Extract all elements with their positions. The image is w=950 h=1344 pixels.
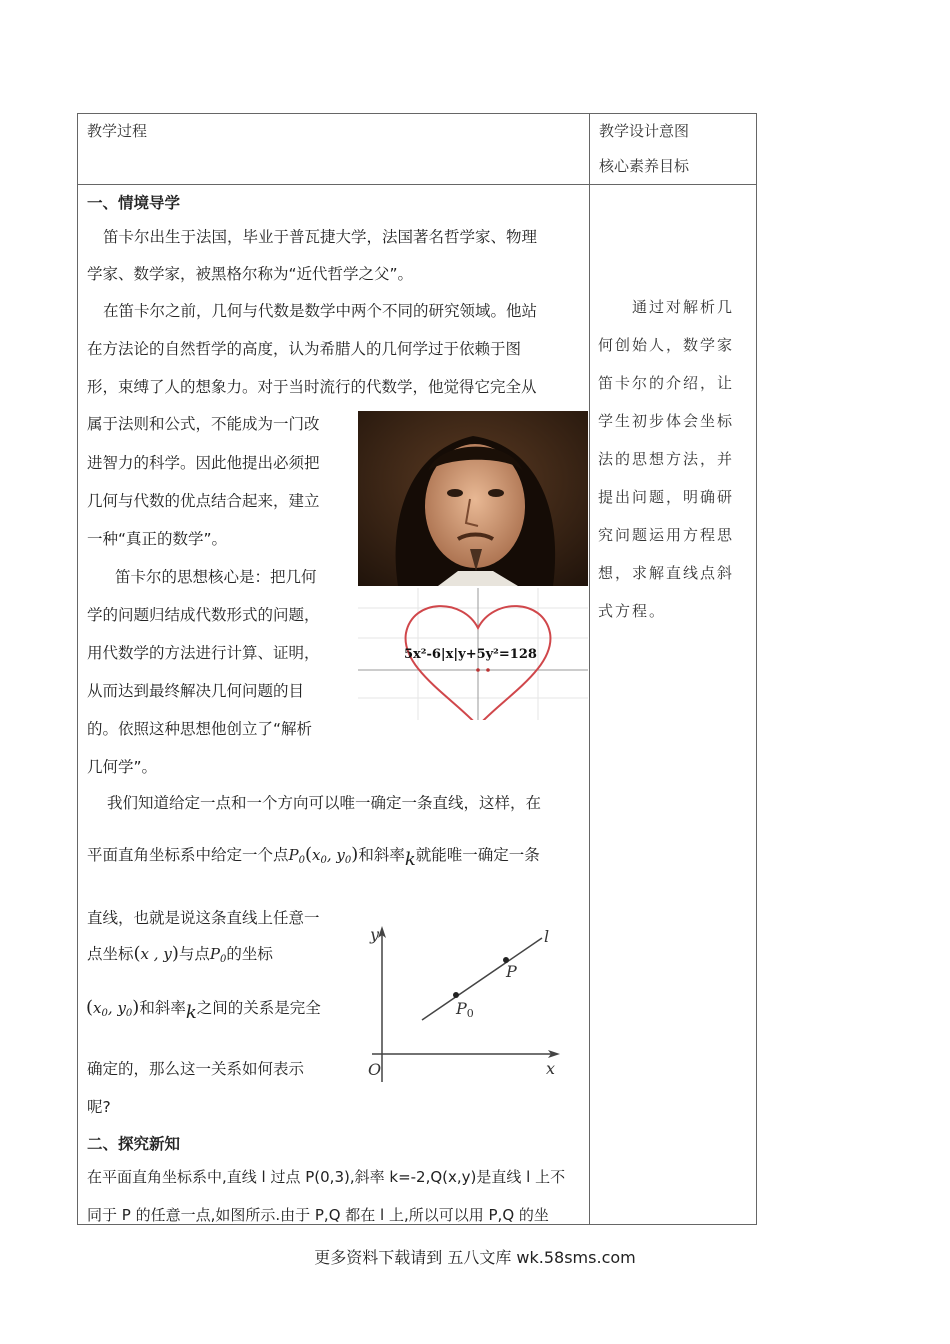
- table-header-divider: [77, 184, 757, 185]
- math-slope-k: k: [404, 849, 416, 870]
- section1-text: 属于法则和公式，不能成为一门改: [87, 415, 320, 433]
- math-slope-k: k: [185, 1002, 197, 1023]
- side-note-line: 法的思想方法，并: [598, 450, 735, 468]
- side-note-line: 式方程。: [598, 602, 667, 620]
- section1-text: 笛卡尔的思想核心是：把几何: [115, 568, 317, 586]
- side-note-line: 何创始人，数学家: [598, 336, 735, 354]
- math-point-xy: (x , y): [133, 943, 179, 964]
- section1-text-with-math: 平面直角坐标系中给定一个点$P_0(x_0$, $y_0$)和斜率k就能唯一确定一条: [87, 844, 540, 870]
- side-note-line: 提出问题，明确研: [598, 488, 735, 506]
- math-point-x0y0: ($x_0$, $y_0$): [86, 997, 140, 1019]
- section1-text: 在笛卡尔之前，几何与代数是数学中两个不同的研究领域。他站: [103, 302, 538, 320]
- side-note-line: 笛卡尔的介绍，让: [598, 374, 735, 392]
- section1-text: 呢?: [87, 1098, 111, 1116]
- section1-text: 我们知道给定一点和一个方向可以唯一确定一条直线，这样，在: [107, 794, 542, 812]
- section1-text: 直线，也就是说这条直线上任意一: [87, 909, 320, 927]
- header-teaching-process: 教学过程: [87, 122, 148, 140]
- table-column-divider: [589, 113, 590, 1225]
- section2-text: 同于 P 的任意一点,如图所示.由于 P,Q 都在 l 上,所以可以用 P,Q 的坐: [87, 1206, 549, 1224]
- header-design-intent: 教学设计意图: [599, 122, 690, 140]
- section1-text: 学的问题归结成代数形式的问题，: [87, 606, 320, 624]
- section1-text: 学家、数学家，被黑格尔称为“近代哲学之父”。: [87, 265, 414, 283]
- side-note-line: 通过对解析几: [632, 298, 735, 316]
- side-note-line: 学生初步体会坐标: [598, 412, 735, 430]
- section1-text: 几何学”。: [87, 758, 158, 776]
- line-l-label: l: [544, 927, 550, 946]
- descartes-portrait-image: [358, 411, 588, 586]
- point-p-label: P: [506, 962, 517, 981]
- section1-text-with-math: ($x_0$, $y_0$)和斜率k之间的关系是完全: [86, 997, 321, 1023]
- y-axis-label: y: [370, 925, 380, 944]
- side-note-line: 想，求解直线点斜: [598, 564, 735, 582]
- side-note-line: 究问题运用方程思: [598, 526, 735, 544]
- section2-title: 二、探究新知: [87, 1135, 181, 1153]
- section1-title: 一、情境导学: [87, 194, 181, 212]
- origin-label: O: [368, 1060, 382, 1079]
- section2-text: 在平面直角坐标系中,直线 l 过点 P(0,3),斜率 k=-2,Q(x,y)是直线 l 上不: [87, 1168, 566, 1186]
- section1-text: 笛卡尔出生于法国，毕业于普瓦捷大学，法国著名哲学家、物理: [103, 228, 538, 246]
- heart-equation-label: 5x²-6|x|y+5y²=128: [404, 647, 537, 662]
- section1-text: 几何与代数的优点结合起来，建立: [87, 492, 320, 510]
- math-point-p0: $P_0(x_0$, $y_0$): [288, 844, 359, 866]
- section1-text-with-math: 点坐标(x , y)与点$P_0$的坐标: [87, 943, 273, 965]
- header-core-literacy: 核心素养目标: [599, 157, 690, 175]
- footer-download-note: 更多资料下载请到 五八文库 wk.58sms.com: [314, 1248, 636, 1267]
- section1-text: 的。依照这种思想他创立了“解析: [87, 720, 313, 738]
- math-point-p0-label: $P_0$: [209, 945, 227, 965]
- point-p0-label: P0: [456, 999, 474, 1020]
- section1-text: 进智力的科学。因此他提出必须把: [87, 454, 320, 472]
- heart-curve-figure: [358, 588, 588, 720]
- x-axis-label: x: [546, 1059, 556, 1078]
- section1-text: 从而达到最终解决几何问题的目: [87, 682, 305, 700]
- section1-text: 一种“真正的数学”。: [87, 530, 228, 548]
- section1-text: 在方法论的自然哲学的高度，认为希腊人的几何学过于依赖于图: [87, 340, 522, 358]
- line-coordinate-figure: [360, 922, 565, 1082]
- section1-text: 形，束缚了人的想象力。对于当时流行的代数学，他觉得它完全从: [87, 378, 537, 396]
- section1-text: 用代数学的方法进行计算、证明，: [87, 644, 320, 662]
- section1-text: 确定的，那么这一关系如何表示: [87, 1060, 305, 1078]
